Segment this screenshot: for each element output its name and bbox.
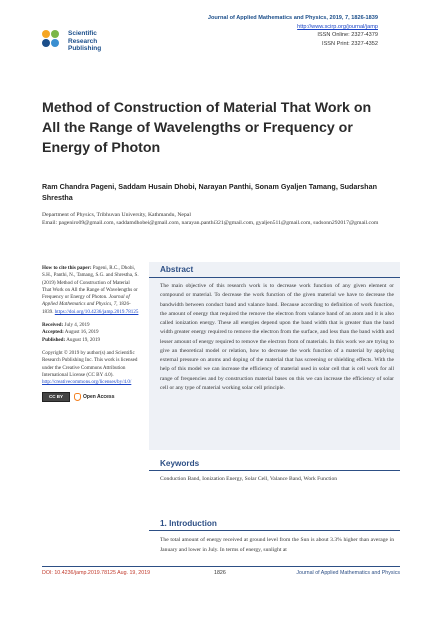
- author-list: Ram Chandra Pageni, Saddam Husain Dhobi, Narayan Panthi, Sonam Gyaljen Tamang, Sudarshan Shrestha: [42, 182, 377, 202]
- keywords-divider: [149, 470, 400, 471]
- dates-block: [42, 322, 139, 344]
- received-date: July 4, 2019: [64, 322, 90, 329]
- cite-journal: Journal of Applied Mathematics and Physics, 7,: [42, 294, 130, 308]
- cc-by-badge[interactable]: CC BY: [42, 392, 70, 402]
- logo-icon: [42, 30, 64, 52]
- page-number: 1826: [214, 570, 226, 576]
- keywords-heading: Keywords: [160, 459, 200, 468]
- issn-print: ISSN Print: 2327-4352: [322, 41, 378, 48]
- doi-link[interactable]: https://doi.org/10.4236/jamp.2019.78125: [54, 308, 139, 315]
- keywords-text: Conduction Band, Ionization Energy, Solar Cell, Valance Band, Work Function: [160, 476, 338, 482]
- accepted-date: August 16, 2019: [64, 329, 99, 336]
- publisher-logo[interactable]: [42, 30, 101, 53]
- license-badges: [42, 392, 139, 402]
- introduction-text: The total amount of energy received at ground level from the Sun is about 3.3% higher than average in January and lower in July. In terms of energy, sunlight at: [160, 537, 394, 553]
- journal-info: [208, 14, 378, 49]
- cite-pages: 1826-1839.: [42, 301, 131, 315]
- copyright-text: Copyright © 2019 by author(s) and Scientific Research Publishing Inc. This work is licensed under the Creative Commons Attribution International License (CC BY 4.0).: [42, 349, 138, 378]
- citation-block: [42, 265, 139, 316]
- published-label: Published:: [42, 336, 66, 343]
- footer-divider: [42, 566, 400, 567]
- footer-journal: Journal of Applied Mathematics and Physics: [296, 570, 400, 576]
- author-emails: Email: pageniro09@gmail.com, saddamdhobei@gmail.com, narayan.panthi321@gmail.com, gyaljen511@gmail.com, sudsonn292017@gmail.com: [42, 220, 379, 227]
- open-access-icon: [74, 393, 81, 401]
- affiliation-block: [42, 211, 407, 228]
- journal-citation-line: Journal of Applied Mathematics and Physics, 2019, 7, 1826-1839: [207, 15, 378, 21]
- abstract-heading: Abstract: [160, 265, 194, 274]
- abstract-divider: [149, 277, 400, 278]
- article-sidebar: [42, 265, 139, 402]
- affiliation: Department of Physics, Tribhuvan University, Kathmandu, Nepal: [42, 212, 191, 218]
- copyright-block: [42, 350, 139, 386]
- page-footer: [42, 570, 400, 580]
- cite-label: How to cite this paper:: [42, 265, 92, 271]
- footer-doi[interactable]: DOI: 10.4236/jamp.2019.78125 Aug. 19, 2019: [42, 570, 151, 576]
- received-label: Received:: [42, 322, 64, 329]
- abstract-text: The main objective of this research work is to decrease work function of any given element or compound or material. To decrease the work function of the given material we have to decrease the bandwidth between conduct band and valance band. Because according to definition of work function, the amount of energy that required the remove the electron from valance band of an atom and it is also called ionization energy. These all energies depend upon the band width that is greater than the band width greater energy required to remove the electron from the surface, and less than the band width and lesser amount of energy required to remove the electron from of materials. In this work we are trying to give an theoretical model or relation, how to decrease the work function of a material by applying external pressure on atoms and doping of the material that has screening or shielding effects. With the help of this model we can increase the efficiency of material used in solar cell that is cell work for all range of frequencies and by construction material bases on this we can increase the efficiency of solar cell or any type of material working solar cell principle.: [160, 283, 394, 391]
- accepted-label: Accepted:: [42, 329, 64, 336]
- introduction-heading: 1. Introduction: [160, 519, 217, 528]
- open-access-badge: [74, 393, 115, 401]
- cite-text: Pageni, R.C., Dhobi, S.H., Panthi, N., Tamang, S.G. and Shrestha, S. (2019) Method of Construction of Material That Work on All the Range of Wavelengths or Frequency or Energy of Photon.: [42, 265, 139, 301]
- open-access-label: Open Access: [83, 393, 115, 400]
- page-header: [0, 0, 440, 80]
- paper-title: Method of Construction of Material That Work on All the Range of Wavelengths or Frequency or Energy of Photon: [42, 100, 372, 156]
- issn-online: ISSN Online: 2327-4379: [317, 32, 378, 39]
- published-date: August 19, 2019: [66, 336, 101, 343]
- journal-url-link[interactable]: http://www.scirp.org/journal/jamp: [297, 23, 378, 30]
- license-link[interactable]: http://creativecommons.org/licenses/by/4.0/: [42, 379, 132, 386]
- introduction-divider: [149, 530, 400, 531]
- logo-text: Scientific Research Publishing: [68, 30, 102, 52]
